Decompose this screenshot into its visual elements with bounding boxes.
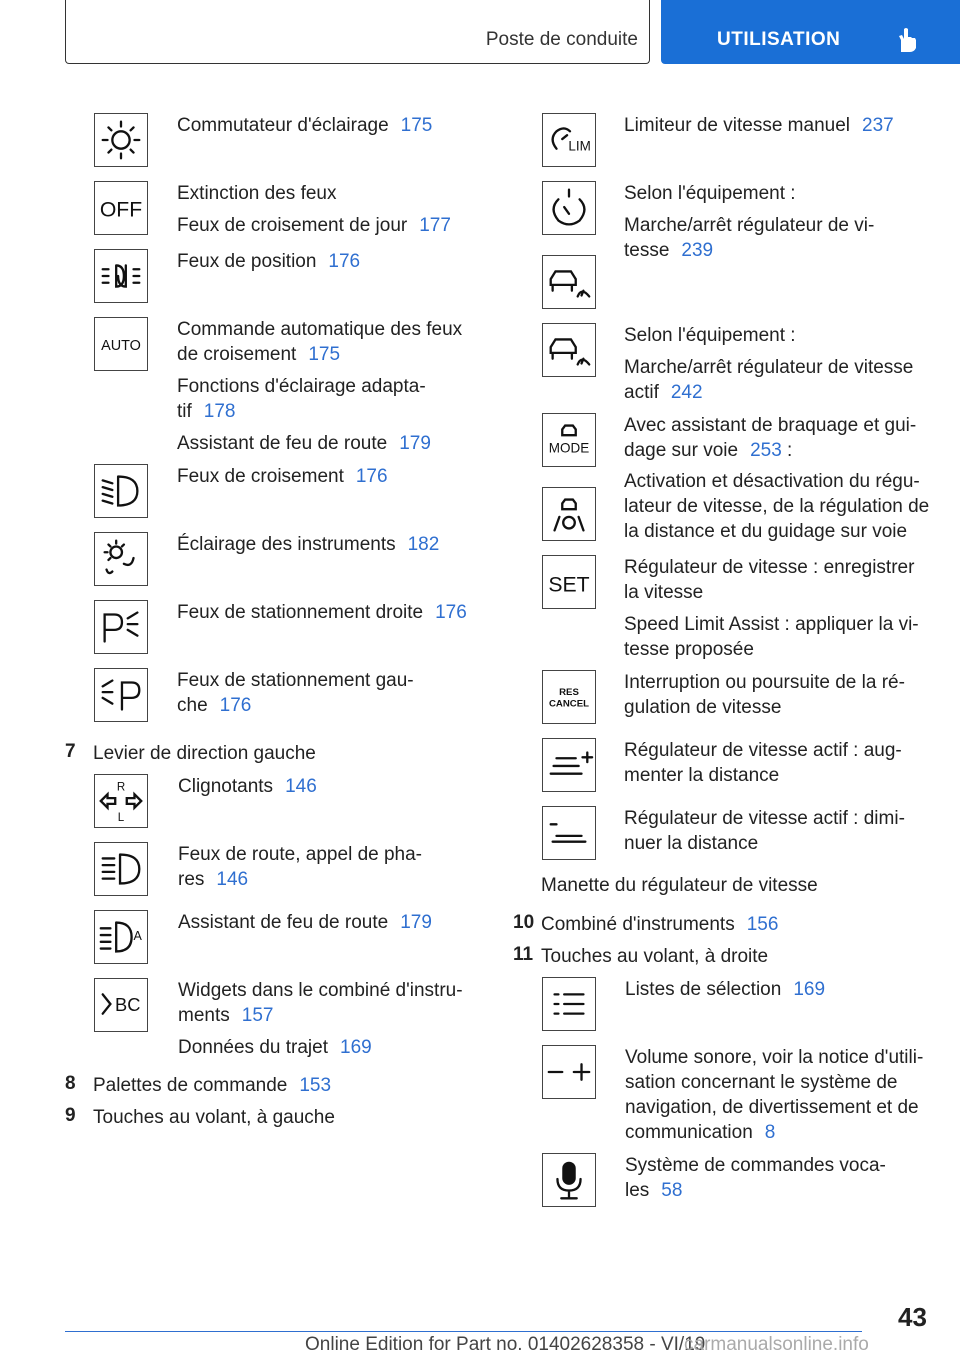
svg-text:A: A <box>133 928 142 943</box>
entry-text: Speed Limit Assist : appliquer la vi- <box>624 614 919 635</box>
entry-line <box>177 668 414 693</box>
entry-line <box>625 1045 923 1070</box>
entry-text: Régulateur de vitesse : enregistrer <box>624 557 915 578</box>
entry-line <box>178 842 422 867</box>
entry-line <box>177 600 467 625</box>
entry-text: menter la distance <box>624 765 780 786</box>
item-label-text: Combiné d'instruments <box>541 914 735 935</box>
cruise-car-icon <box>542 255 596 309</box>
entry-line <box>624 469 920 494</box>
page-link[interactable]: 157 <box>241 1005 274 1026</box>
high-beam-icon <box>94 842 148 896</box>
entry-line <box>624 519 907 544</box>
entry-line <box>624 763 779 788</box>
entry-suffix: : <box>781 440 793 461</box>
entry-text: Selon l'équipement : <box>624 183 796 204</box>
page-link[interactable]: 179 <box>399 433 431 454</box>
page-link[interactable]: 177 <box>419 215 451 236</box>
svg-text:LIM: LIM <box>568 138 591 154</box>
cruise-icon <box>542 181 596 235</box>
section-title: Poste de conduite <box>485 29 638 50</box>
entry-line <box>624 637 754 662</box>
off-icon <box>94 181 148 235</box>
entry-text: communication <box>625 1122 753 1143</box>
page-link[interactable]: 237 <box>862 115 894 136</box>
svg-text:OFF: OFF <box>99 198 143 222</box>
entry-text: actif <box>624 382 659 403</box>
entry-line <box>177 431 431 456</box>
list-icon <box>542 977 596 1031</box>
item-label <box>541 912 778 937</box>
entry-line <box>624 695 781 720</box>
entry-text: che <box>177 695 208 716</box>
entry-text: la vitesse <box>624 582 704 603</box>
svg-text:AUTO: AUTO <box>101 337 141 354</box>
entry-text: Éclairage des instruments <box>177 534 396 555</box>
instrument-lighting-icon <box>94 532 148 586</box>
entry-line <box>624 380 703 405</box>
entry-line <box>177 249 360 274</box>
svg-text:CANCEL: CANCEL <box>548 698 590 710</box>
entry-line <box>178 978 463 1003</box>
page-link[interactable]: 146 <box>285 776 317 797</box>
entry-text: tif <box>177 401 192 422</box>
item-number: 7 <box>65 741 76 762</box>
entry-line <box>178 910 432 935</box>
entry-line <box>624 113 894 138</box>
page-link[interactable]: 169 <box>793 979 826 1000</box>
high-beam-assist-icon <box>94 910 148 964</box>
footer-watermark: carmanualsonline.info <box>684 1334 869 1355</box>
entry-text: tesse <box>624 240 670 261</box>
item-number: 9 <box>65 1105 76 1126</box>
entry-text: Feux de position <box>177 251 317 272</box>
entry-text: Régulateur de vitesse actif : dimi- <box>624 808 905 829</box>
entry-line <box>625 977 825 1002</box>
entry-line <box>177 317 462 342</box>
entry-line <box>624 413 916 438</box>
svg-text:SET: SET <box>548 573 590 597</box>
svg-text:MODE: MODE <box>548 440 590 456</box>
turn-signal-icon <box>94 774 148 828</box>
item-label-text: Touches au volant, à gauche <box>93 1107 335 1128</box>
entry-text: Clignotants <box>178 776 274 797</box>
low-beam-icon <box>94 464 148 518</box>
entry-text: Marche/arrêt régulateur de vitesse <box>624 357 914 378</box>
chapter-tab[interactable] <box>661 0 960 64</box>
entry-line <box>177 532 439 557</box>
chapter-title: UTILISATION <box>717 29 841 50</box>
entry-text: Extinction des feux <box>177 183 337 204</box>
entry-text: Avec assistant de braquage et gui- <box>624 415 917 436</box>
page-link[interactable]: 178 <box>203 401 236 422</box>
entry-line <box>624 670 905 695</box>
entry-line <box>625 1153 886 1178</box>
item-label <box>93 1073 331 1098</box>
mode-icon <box>542 413 596 467</box>
page-link[interactable]: 175 <box>400 115 433 136</box>
entry-text: Interruption ou poursuite de la ré- <box>624 672 905 693</box>
item-label-text: Levier de direction gauche <box>93 743 316 764</box>
entry-line <box>625 1178 682 1203</box>
page-link[interactable]: 253 <box>750 440 782 461</box>
entry-text: Limiteur de vitesse manuel <box>624 115 850 136</box>
light-switch-icon <box>94 113 148 167</box>
entry-line <box>624 181 796 206</box>
res-cancel-icon <box>542 670 596 724</box>
entry-text: sation concernant le système de <box>625 1072 898 1093</box>
item-label <box>541 944 768 969</box>
entry-text: nuer la distance <box>624 833 759 854</box>
page-link[interactable]: 176 <box>435 602 467 623</box>
page-link[interactable]: 179 <box>400 912 432 933</box>
page-link[interactable]: 175 <box>308 344 341 365</box>
entry-text: Widgets dans le combiné d'instru- <box>178 980 463 1001</box>
entry-line <box>177 464 388 489</box>
entry-text: gulation de vitesse <box>624 697 782 718</box>
entry-text: Feux de stationnement droite <box>177 602 424 623</box>
auto-icon <box>94 317 148 371</box>
entry-line <box>177 693 251 718</box>
entry-line <box>178 1035 372 1060</box>
footer-edition: Online Edition for Part no. 01402628358 - VI/19 <box>305 1334 706 1355</box>
entry-line <box>177 342 340 367</box>
entry-line <box>624 438 792 463</box>
microphone-icon <box>542 1153 596 1207</box>
entry-line <box>177 181 336 206</box>
distance-plus-icon <box>542 738 596 792</box>
entry-line <box>624 831 758 856</box>
entry-text: res <box>178 869 205 890</box>
entry-line <box>625 1120 775 1145</box>
entry-text: dage sur voie <box>624 440 739 461</box>
entry-text: Données du trajet <box>178 1037 328 1058</box>
entry-line <box>178 774 317 799</box>
entry-text: Feux de croisement de jour <box>177 215 408 236</box>
item-number: 8 <box>65 1073 76 1094</box>
page-link[interactable]: 176 <box>355 466 388 487</box>
entry-text: Feux de route, appel de pha- <box>178 844 423 865</box>
entry-text: Commande automatique des feux <box>177 319 463 340</box>
entry-text: Volume sonore, voir la notice d'utili- <box>625 1047 924 1068</box>
page-link[interactable]: 176 <box>328 251 361 272</box>
entry-text: Activation et désactivation du régu- <box>624 471 920 492</box>
entry-line <box>625 1095 919 1120</box>
page-link[interactable]: 8 <box>764 1122 776 1143</box>
entry-text: Assistant de feu de route <box>178 912 389 933</box>
page-number: 43 <box>898 1302 927 1332</box>
entry-text: navigation, de divertissement et de <box>625 1097 919 1118</box>
set-icon <box>542 555 596 609</box>
svg-text:RES: RES <box>559 687 579 699</box>
parking-light-right-icon <box>94 600 148 654</box>
entry-line <box>624 612 919 637</box>
entry-line <box>177 113 432 138</box>
lim-icon <box>542 113 596 167</box>
item-number: 10 <box>513 912 535 933</box>
entry-text: de croisement <box>177 344 297 365</box>
bc-icon <box>94 978 148 1032</box>
entry-text: Feux de croisement <box>177 466 344 487</box>
entry-text: Feux de stationnement gau- <box>177 670 414 691</box>
page-link[interactable]: 176 <box>219 695 252 716</box>
item-label <box>93 1105 335 1130</box>
entry-line <box>177 213 451 238</box>
hand-icon <box>893 26 921 54</box>
entry-text: Commutateur d'éclairage <box>177 115 389 136</box>
entry-text: ments <box>178 1005 230 1026</box>
entry-line <box>177 374 426 399</box>
svg-text:R: R <box>116 781 126 794</box>
parking-light-left-icon <box>94 668 148 722</box>
entry-line <box>624 494 929 519</box>
page-link[interactable]: 58 <box>661 1180 683 1201</box>
entry-text: Marche/arrêt régulateur de vi- <box>624 215 875 236</box>
item-label <box>93 741 316 766</box>
entry-text: Système de commandes voca- <box>625 1155 886 1176</box>
distance-minus-icon <box>542 806 596 860</box>
entry-line <box>624 355 913 380</box>
entry-text: Régulateur de vitesse actif : aug- <box>624 740 902 761</box>
svg-text:L: L <box>117 812 125 825</box>
entry-text: Assistant de feu de route <box>177 433 388 454</box>
page-link[interactable]: 239 <box>681 240 714 261</box>
entry-line <box>177 399 235 424</box>
entry-line <box>624 580 703 605</box>
page-link[interactable]: 242 <box>670 382 703 403</box>
entry-line <box>625 1070 898 1095</box>
page-link[interactable]: 156 <box>746 914 779 935</box>
page-link[interactable]: 182 <box>407 534 440 555</box>
page-link[interactable]: 153 <box>299 1075 332 1096</box>
entry-text: la distance et du guidage sur voie <box>624 521 908 542</box>
entry-line <box>624 555 914 580</box>
entry-text: lateur de vitesse, de la régulation de <box>624 496 930 517</box>
entry-line <box>178 867 248 892</box>
entry-line <box>624 323 796 348</box>
entry-line <box>624 806 905 831</box>
position-lights-icon <box>94 249 148 303</box>
svg-text:BC: BC <box>115 993 141 1015</box>
item-label-text: Touches au volant, à droite <box>541 946 769 967</box>
page-link[interactable]: 169 <box>340 1037 372 1058</box>
entry-text: tesse proposée <box>624 639 754 660</box>
entry-text: les <box>625 1180 650 1201</box>
entry-text: Fonctions d'éclairage adapta- <box>177 376 426 397</box>
entry-line <box>624 213 874 238</box>
entry-line <box>624 238 713 263</box>
footer-rule <box>65 1331 862 1332</box>
entry-line <box>178 1003 273 1028</box>
item-label-text: Palettes de commande <box>93 1075 288 1096</box>
item-number: 11 <box>513 944 534 965</box>
cruise-lever-caption: Manette du régulateur de vitesse <box>541 875 818 896</box>
volume-icon <box>542 1045 596 1099</box>
page-link[interactable]: 146 <box>216 869 249 890</box>
entry-line <box>624 738 902 763</box>
entry-text: Selon l'équipement : <box>624 325 796 346</box>
cruise-car-icon-2 <box>542 323 596 377</box>
entry-text: Listes de sélection <box>625 979 782 1000</box>
lane-assist-icon <box>542 487 596 541</box>
